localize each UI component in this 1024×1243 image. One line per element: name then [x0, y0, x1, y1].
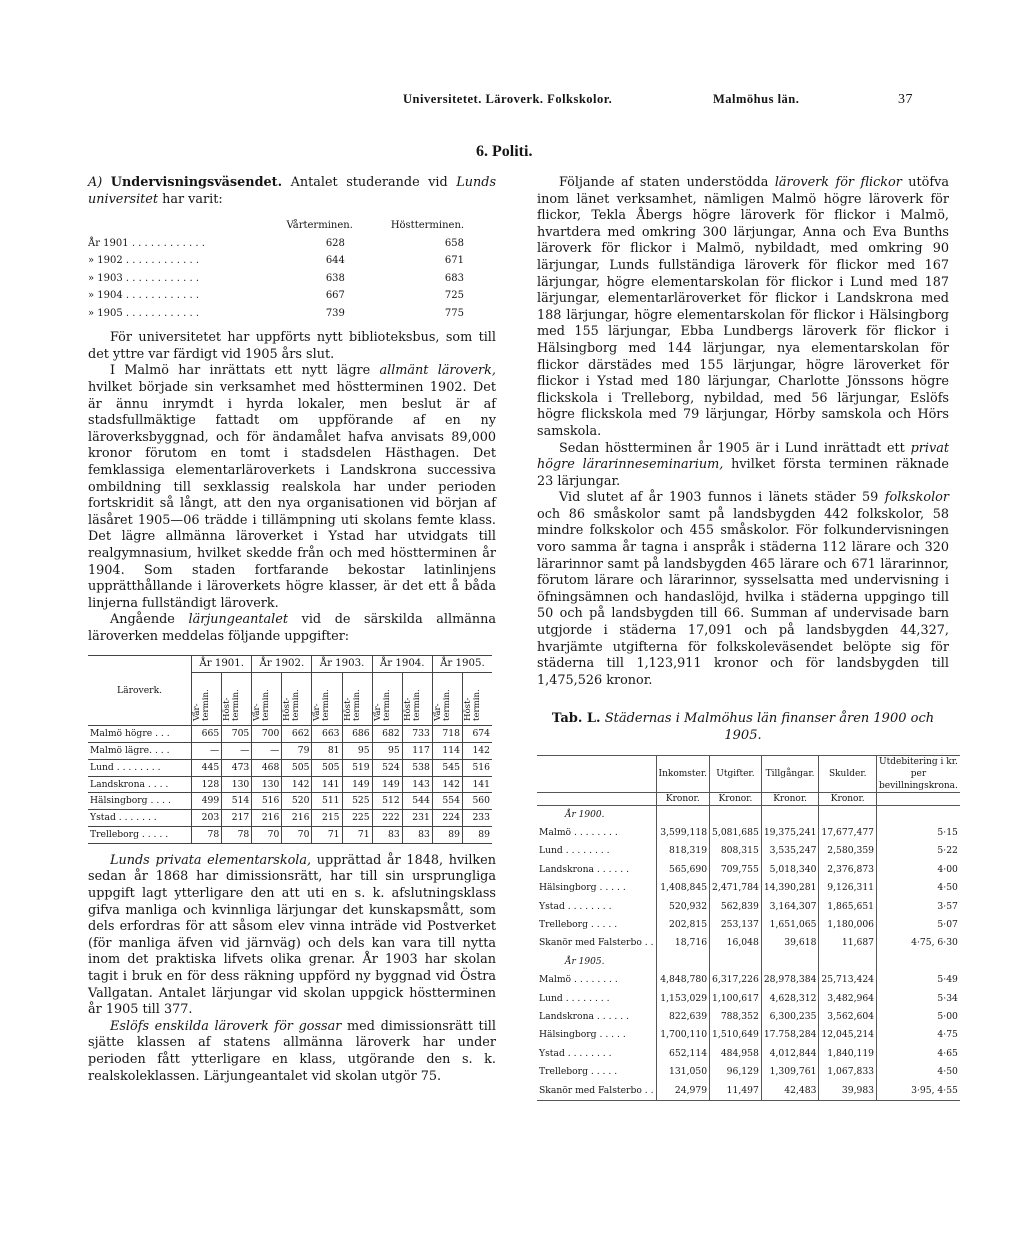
table-cell: 2,376,873: [819, 861, 877, 879]
table-cell: 2,580,359: [819, 842, 877, 860]
table-cell: 686: [342, 726, 372, 743]
running-header-county: Malmöhus län.: [713, 92, 800, 106]
paragraph-seminary: Sedan höstterminen år 1905 är i Lund inrättadt ett privat högre lärarinneseminarium, hvilket första terminen räknade 23 lärjungar.: [537, 440, 950, 489]
table-cell: 231: [402, 810, 432, 827]
table-cell: 149: [372, 776, 402, 793]
table-cell: 505: [312, 759, 342, 776]
table-cell: 505: [282, 759, 312, 776]
table-cell: 484,958: [710, 1045, 762, 1063]
table-cell: 5,018,340: [761, 861, 819, 879]
table-cell: 70: [252, 827, 282, 844]
col-year: År 1903.: [312, 656, 372, 673]
col-skulder: Skulder.: [819, 755, 877, 792]
col-year: År 1904.: [372, 656, 432, 673]
row-label: Trelleborg . . . . .: [88, 827, 192, 844]
table-cell: 5·15: [877, 824, 960, 842]
table-cell: 709,755: [710, 861, 762, 879]
table-cell: 71: [342, 827, 372, 844]
table-row: [537, 916, 960, 934]
section-label: A): [88, 175, 103, 190]
table-cell: 3,562,604: [819, 1008, 877, 1026]
paragraph-girls-schools: Följande af staten understödda läroverk för flickor utöfva inom länet verksamhet, nämligen Malmö högre läroverk för flickor, Tekla Åbergs högre läroverk för flickor i Malmö, hvartdera med omkring 300 lärjungar, Anna och Eva Bunths läroverk för flickor i Malmö, nybildadt, med omkring 90 lärjungar, Lunds fullständiga läroverk för flickor med 167 lärjungar, högre elementarskolan för flickor i Lund med 187 lärjungar, elementarläroverket för flickor i Landskrona med 188 lärjungar, högre elementarskolan för flickor i Hälsingborg med 155 lärjungar, Ebba Lundbergs läroverk för flickor i Hälsingborg med 144 lärjungar, nya elementarskolan för flickor därstädes med 155 lärjungar, högre läroverket för flickor i Ystad med 180 lärjungar, Charlotte Jönssons högre flickskola i Trelleborg, nybildad, med 56 lärjungar, Eslöfs högre flickskola med 79 lärjungar, Hörby samskola och Hörs samskola.: [537, 175, 949, 439]
table-cell: 79: [282, 743, 312, 760]
table-cell: 560: [462, 793, 492, 810]
table-row: [88, 827, 492, 844]
table-cell: 78: [222, 827, 252, 844]
table-row: [537, 842, 960, 860]
table-row: [88, 759, 492, 776]
table-cell: 544: [402, 793, 432, 810]
table-cell: 141: [312, 776, 342, 793]
table-cell: 674: [462, 726, 492, 743]
table-cell: 5,081,685: [710, 824, 762, 842]
table-cell: 520: [282, 793, 312, 810]
table-cell: 525: [342, 793, 372, 810]
table-cell: 545: [432, 759, 462, 776]
table-cell: 224: [432, 810, 462, 827]
row-label: Hälsingborg . . . . .: [539, 1029, 626, 1041]
table-cell: 78: [192, 827, 222, 844]
col-year: År 1902.: [252, 656, 312, 673]
chapter-title: 6. Politi.: [476, 143, 533, 160]
table-cell: 538: [402, 759, 432, 776]
table-row: [88, 743, 492, 760]
col-year: År 1901.: [192, 656, 252, 673]
table-cell: 1,408,845: [656, 879, 710, 897]
table-cell: 14,390,281: [761, 879, 819, 897]
table-cell: 70: [282, 827, 312, 844]
table-cell: 83: [372, 827, 402, 844]
table-cell: 130: [252, 776, 282, 793]
section-label: År 1900.: [565, 809, 605, 820]
table-cell: 519: [342, 759, 372, 776]
table-row: [537, 1063, 960, 1081]
table-row: » 1902 . . . . . . . . . . . . 644 671: [88, 255, 464, 267]
table-cell: 718: [432, 726, 462, 743]
row-label: Malmö . . . . . . . .: [539, 974, 618, 986]
table-cell: 3·95, 4·55: [877, 1082, 960, 1101]
table-row: [537, 1045, 960, 1063]
row-label: Ystad . . . . . . . .: [539, 900, 612, 912]
table-row: År 1901 . . . . . . . . . . . . 628 658: [88, 237, 464, 249]
table-cell: 2,471,784: [710, 879, 762, 897]
table-cell: 682: [372, 726, 402, 743]
table-cell: 39,983: [819, 1082, 877, 1101]
table-cell: 562,839: [710, 898, 762, 916]
table-cell: 499: [192, 793, 222, 810]
table-cell: 512: [372, 793, 402, 810]
table-cell: 3·57: [877, 898, 960, 916]
table-cell: 233: [462, 810, 492, 827]
table-cell: 1,865,651: [819, 898, 877, 916]
table-cell: 42,483: [761, 1082, 819, 1101]
table-row: [88, 810, 492, 827]
table-cell: 130: [222, 776, 252, 793]
row-label: Hälsingborg . . . . .: [539, 882, 626, 894]
row-label: Trelleborg . . . . .: [539, 1066, 618, 1078]
table-cell: 520,932: [656, 898, 710, 916]
table-cell: 1,840,119: [819, 1045, 877, 1063]
table-cell: 663: [312, 726, 342, 743]
table-cell: 202,815: [656, 916, 710, 934]
table-cell: 565,690: [656, 861, 710, 879]
table-cell: 514: [222, 793, 252, 810]
row-label: Landskrona . . . . . .: [539, 863, 630, 875]
table-cell: 554: [432, 793, 462, 810]
left-column: [88, 175, 496, 1085]
table-cell: 39,618: [761, 934, 819, 952]
table-cell: 96,129: [710, 1063, 762, 1081]
table-row: [537, 824, 960, 842]
table-cell: 18,716: [656, 934, 710, 952]
table-cell: 4,848,780: [656, 971, 710, 989]
col-autumn: Höstterminen.: [390, 220, 465, 232]
table-cell: 222: [372, 810, 402, 827]
paragraph-folkskolor: Vid slutet af år 1903 funnos i länets städer 59 folkskolor och 86 småskolor samt på landsbygden 442 folkskolor, 58 mindre folkskolor och 455 småskolor. För folkundervisningen voro samma år tagna i anspråk i städerna 112 lärare och 320 lärarinnor samt på landsbygden 465 lärare och 671 lärarinnor, förutom lärare och lärarinnor, sysselsatta med undervisning i öfningsämnen och handaslöjd, hvilka i städerna uppgingo till 50 och på landsbygden till 66. Summan af undervisade barn utgjorde i städerna 17,091 och på landsbygden 44,327, hvarjämte utgifterna för folkskoleväsendet belöpte sig för städerna till 1,123,911 kronor och för landsbygden till 1,475,526 kronor.: [537, 490, 949, 688]
row-label: Ystad . . . . . . .: [88, 810, 192, 827]
table-row: » 1903 . . . . . . . . . . . . 638 683: [88, 272, 464, 284]
laroverk-table: Läroverk. År 1901. År 1902. År 1903. År 1904. År 1905. Vår- termin. Höst- termin. Vår- termin. Höst- termin. Vår- termin. Höst- termin. Vår- termin. Höst- termin. Vår- termin. Höst- termin. Malmö högre . . . 665 705 700 662 663 686 682 733 718 674 Malmö lägre. . . . — — — 79 81 95 95 117 114 142 Lund . . . . . . . . 445 473 468 505 505 519 524 538 545 516 Landskrona . . . . 128 130 130 142 141 149 149 143 142 141 Hälsingborg . . . . 499 514 516 520 511 525 512 544 554 560 Ystad . . . . . . . 203 217 216 216 215 225 222 231 224 233 Trelleborg . . . . . 78 78 70 70 71 71 83 83 89 89: [88, 655, 492, 843]
table-row: [537, 990, 960, 1008]
table-cell: 143: [402, 776, 432, 793]
table-cell: 203: [192, 810, 222, 827]
table-cell: 3,482,964: [819, 990, 877, 1008]
table-cell: 89: [462, 827, 492, 844]
table-cell: 117: [402, 743, 432, 760]
row-label: Malmö högre . . .: [88, 726, 192, 743]
enrolment-table: [88, 217, 484, 322]
table-cell: 216: [282, 810, 312, 827]
row-label: Hälsingborg . . . .: [88, 793, 192, 810]
table-row: » 1905 . . . . . . . . . . . . 739 775: [88, 307, 464, 319]
table-cell: 4·75, 6·30: [877, 934, 960, 952]
table-cell: 17,677,477: [819, 824, 877, 842]
table-row: [537, 1008, 960, 1026]
table-cell: 131,050: [656, 1063, 710, 1081]
table-row: [88, 793, 492, 810]
table-row: [537, 879, 960, 897]
section-heading: Undervisningsväsendet.: [110, 175, 283, 190]
row-label: Lund . . . . . . . .: [539, 992, 610, 1004]
table-cell: 516: [252, 793, 282, 810]
col-spring: Vårterminen.: [286, 220, 353, 232]
section-label: År 1905.: [565, 956, 605, 967]
row-label: Landskrona . . . . . .: [539, 1011, 630, 1023]
table-cell: 9,126,311: [819, 879, 877, 897]
table-cell: 705: [222, 726, 252, 743]
table-cell: 1,180,006: [819, 916, 877, 934]
paragraph-lund-private: Lunds privata elementarskola, upprättad år 1848, hvilken sedan år 1868 har dimissionsrätt, har till sin ursprungliga uppgift lagt ytterligare den att uti en s. k. afslutningsklass gifva manliga och kvinnliga lärjungar det kunskapsmått, som dels erfordras för att såsom elev vinna inträde vid Postverket (för manliga äfven vid järnväg) och dels kan vara till nytta inom det praktiska lifvets olika grenar. År 1903 har skolan tagit i bruk en för dess räkning uppförd ny byggnad vid Östra Vallgatan. Antalet lärjungar vid skolan uppgick höstterminen år 1905 till 377.: [88, 852, 496, 1018]
row-label: Skanör med Falsterbo . .: [539, 937, 654, 949]
table-row: [537, 971, 960, 989]
table-cell: 17.758,284: [761, 1026, 819, 1044]
table-cell: 3,164,307: [761, 898, 819, 916]
table-cell: 1,100,617: [710, 990, 762, 1008]
table-cell: 12,045,214: [819, 1026, 877, 1044]
row-label: Skanör med Falsterbo . .: [539, 1084, 654, 1096]
table-cell: 81: [312, 743, 342, 760]
table-cell: 4,628,312: [761, 990, 819, 1008]
table-row: » 1904 . . . . . . . . . . . . 667 725: [88, 290, 464, 302]
table-cell: 24,979: [656, 1082, 710, 1101]
table-cell: 4·75: [877, 1026, 960, 1044]
table-cell: 216: [252, 810, 282, 827]
table-cell: 141: [462, 776, 492, 793]
table-row: [537, 1082, 960, 1101]
table-cell: 5·34: [877, 990, 960, 1008]
table-cell: 5·22: [877, 842, 960, 860]
finance-table-caption: [537, 711, 949, 744]
table-cell: 665: [192, 726, 222, 743]
table-cell: 700: [252, 726, 282, 743]
table-cell: 1,510,649: [710, 1026, 762, 1044]
table-cell: 6,300,235: [761, 1008, 819, 1026]
table-cell: 652,114: [656, 1045, 710, 1063]
table-cell: 114: [432, 743, 462, 760]
table-label: Tab. L.: [551, 711, 601, 727]
table-cell: 253,137: [710, 916, 762, 934]
table-cell: 128: [192, 776, 222, 793]
table-cell: 11,687: [819, 934, 877, 952]
page-number: 37: [898, 92, 913, 107]
table-cell: 3,599,118: [656, 824, 710, 842]
row-label: Lund . . . . . . . .: [539, 845, 610, 857]
table-cell: 516: [462, 759, 492, 776]
table-cell: 1,153,029: [656, 990, 710, 1008]
paragraph-library: För universitetet har uppförts nytt biblioteksbus, som till det yttre var färdigt vid 1905 års slut.: [88, 330, 496, 362]
table-cell: 142: [432, 776, 462, 793]
table-row: [537, 898, 960, 916]
table-row: [537, 861, 960, 879]
table-cell: 95: [372, 743, 402, 760]
table-cell: 83: [402, 827, 432, 844]
table-cell: 1,700,110: [656, 1026, 710, 1044]
table-cell: 95: [342, 743, 372, 760]
table-cell: —: [252, 743, 282, 760]
table-cell: 4·65: [877, 1045, 960, 1063]
table-cell: 71: [312, 827, 342, 844]
table-cell: 89: [432, 827, 462, 844]
table-cell: 808,315: [710, 842, 762, 860]
table-cell: 215: [312, 810, 342, 827]
table-cell: 5·49: [877, 971, 960, 989]
table-cell: 149: [342, 776, 372, 793]
table-cell: 788,352: [710, 1008, 762, 1026]
table-cell: 16,048: [710, 934, 762, 952]
table-cell: 1,651,065: [761, 916, 819, 934]
col-tillgangar: Tillgångar.: [761, 755, 819, 792]
table-cell: 28,978,384: [761, 971, 819, 989]
table-cell: 4·50: [877, 879, 960, 897]
table-cell: 142: [282, 776, 312, 793]
table-cell: 25,713,424: [819, 971, 877, 989]
finance-table: Inkomster. Utgifter. Tillgångar. Skulder. Utdebitering i kr. per bevillningskrona. Kronor. Kronor. Kronor. Kronor. År 1900. Malmö . . . . . . . . 3,599,118 5,081,685 19,375,241 17,677,477 5·15 Lund . . . . . . . . 818,319 808,315 3,535,247 2,580,359 5·22 Landskrona . . . . . . 565,690 709,755 5,018,340 2,376,873 4·00 Hälsingborg . . . . . 1,408,845 2,471,784 14,390,281 9,126,311 4·50 Ystad . . . . . . . . 520,932 562,839 3,164,307 1,865,651 3·57 Trelleborg . . . . . 202,815 253,137 1,651,065 1,180,006 5·07 Skanör med Falsterbo . . 18,716 16,048 39,618 11,687 4·75, 6·30 År 1905. Malmö . . . . . . . . 4,848,780 6,317,226 28,978,384 25,713,424 5·49 Lund . . . . . . . . 1,153,029 1,100,617 4,628,312 3,482,964 5·34 Landskrona . . . . . . 822,639 788,352 6,300,235 3,562,604 5·00 Hälsingborg . . . . . 1,700,110 1,510,649 17.758,284 12,045,214 4·75 Ystad . . . . . . . . 652,114 484,958 4,012,844 1,840,119 4·65 Trelleborg . . . . . 131,050 96,129 1,309,761 1,067,833 4·50 Skanör med Falsterbo . . 24,979 11,497 42,483 39,983 3·95, 4·55: [537, 755, 960, 1102]
row-label: Malmö lägre. . . .: [88, 743, 192, 760]
table-cell: 6,317,226: [710, 971, 762, 989]
table-title: Städernas i Malmöhus län finanser åren 1900 och 1905.: [604, 711, 935, 743]
row-label: Landskrona . . . .: [88, 776, 192, 793]
table-cell: 19,375,241: [761, 824, 819, 842]
row-label: Ystad . . . . . . . .: [539, 1047, 612, 1059]
col-laroverk: Läroverk.: [117, 684, 163, 696]
table-cell: 11,497: [710, 1082, 762, 1101]
table-cell: 818,319: [656, 842, 710, 860]
table-cell: 225: [342, 810, 372, 827]
table-cell: 4·00: [877, 861, 960, 879]
table-cell: 662: [282, 726, 312, 743]
paragraph-student-count-intro: Angående lärjungeantalet vid de särskilda allmänna läroverken meddelas följande uppgifter:: [88, 612, 496, 644]
table-cell: 733: [402, 726, 432, 743]
row-label: Trelleborg . . . . .: [539, 919, 618, 931]
table-cell: 1,309,761: [761, 1063, 819, 1081]
col-utdebitering: Utdebitering i kr. per bevillningskrona.: [877, 755, 960, 792]
table-row: [88, 726, 492, 743]
table-cell: 468: [252, 759, 282, 776]
col-utgifter: Utgifter.: [710, 755, 762, 792]
table-cell: 445: [192, 759, 222, 776]
table-cell: 4·50: [877, 1063, 960, 1081]
table-cell: —: [222, 743, 252, 760]
running-header-sections: Universitetet. Läroverk. Folkskolor.: [403, 92, 613, 106]
table-cell: 4,012,844: [761, 1045, 819, 1063]
table-row: [88, 776, 492, 793]
row-label: Malmö . . . . . . . .: [539, 827, 618, 838]
table-cell: 217: [222, 810, 252, 827]
table-cell: 822,639: [656, 1008, 710, 1026]
table-cell: 142: [462, 743, 492, 760]
table-cell: 3,535,247: [761, 842, 819, 860]
right-column: [537, 175, 958, 1101]
col-inkomster: Inkomster.: [656, 755, 710, 792]
university-intro: A) Undervisningsväsendet. Antalet studerande vid Lunds universitet har varit:: [88, 175, 497, 207]
row-label: Lund . . . . . . . .: [88, 759, 192, 776]
table-cell: 1,067,833: [819, 1063, 877, 1081]
col-year: År 1905.: [432, 656, 492, 673]
table-row: [537, 934, 960, 952]
paragraph-eslof: Eslöfs enskilda läroverk för gossar med dimissionsrätt till sjätte klassen af statens allmänna läroverk har under perioden fått ytterligare en klass, utgörande den s. k. realskoleklassen. Lärjungeantalet vid skolan utgör 75.: [88, 1018, 496, 1084]
table-row: [537, 1026, 960, 1044]
table-cell: 524: [372, 759, 402, 776]
table-cell: —: [192, 743, 222, 760]
table-cell: 5·07: [877, 916, 960, 934]
paragraph-malmo-school: I Malmö har inrättats ett nytt lägre allmänt läroverk, hvilket började sin verksamhet med höstterminen 1902. Det är ännu inrymdt i hyrda lokaler, men beslut är af stadsfullmäktige fattadt om uppförande af en ny läroverksbyggnad, och för ändamålet hafva anvisats 89,000 kronor förutom en tomt i stadsdelen Hästhagen. Det femklassiga elementarläroverkets i Landskrona successiva ombildning till sexklassig realskola har under perioden fortskridit så långt, att den nya organisationen vid början af läsåret 1905—06 trädde i tillämpning uti skolans femte klass. Det lägre allmänna läroverket i Ystad har utvidgats till realgymnasium, hvilket skedde från och med höstterminen år 1904. Som staden fortfarande bekostar latinlinjens upprätthållande i läroverkets högre klasser, är det ett å båda linjerna fullständigt läroverk.: [88, 363, 496, 611]
table-cell: 5·00: [877, 1008, 960, 1026]
table-cell: 473: [222, 759, 252, 776]
table-cell: 511: [312, 793, 342, 810]
